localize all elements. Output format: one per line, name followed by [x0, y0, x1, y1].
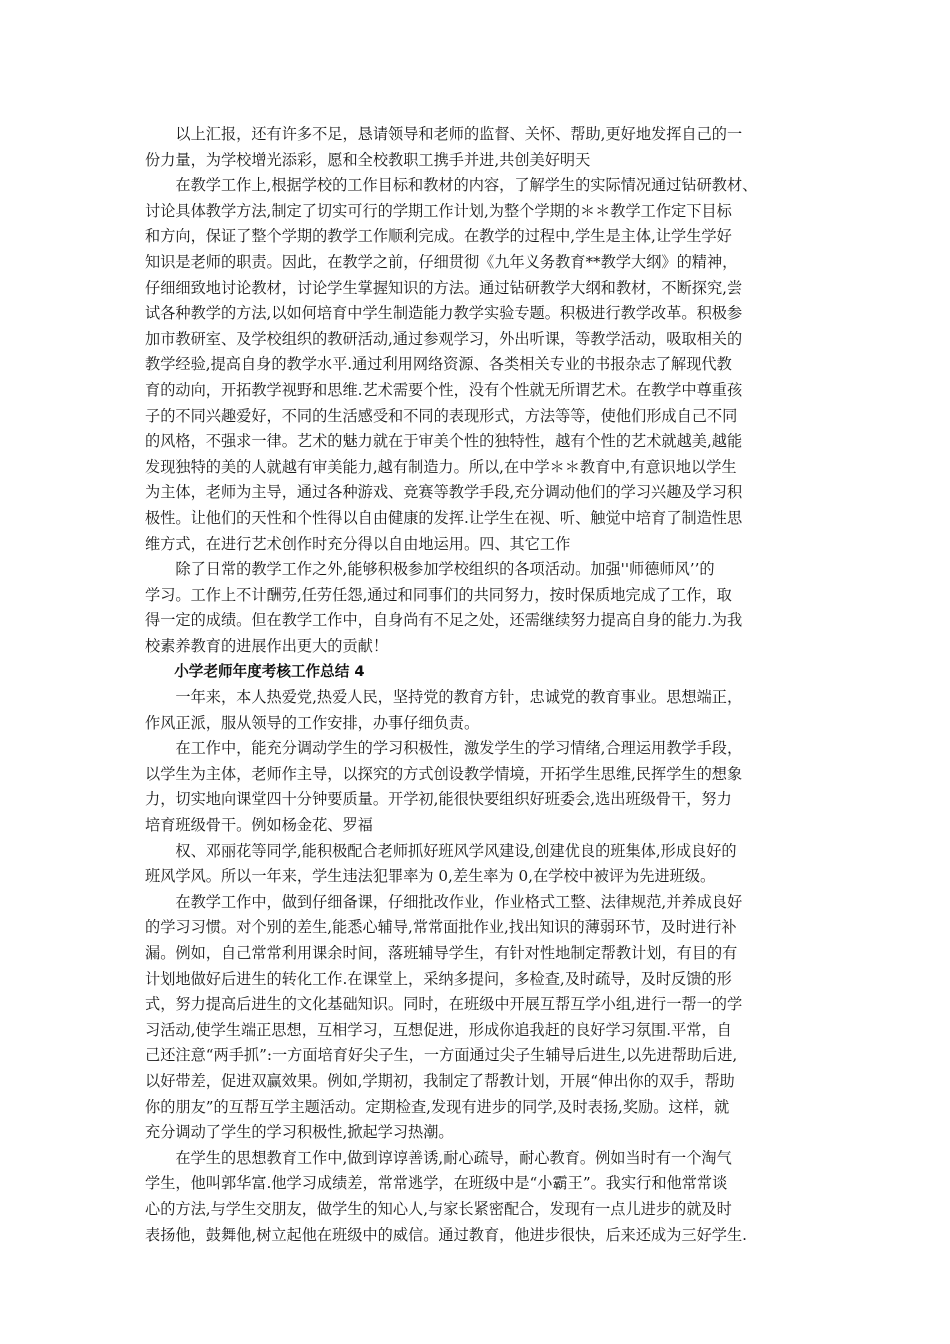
text-line: 的风格，不强求一律。艺术的魅力就在于审美个性的独特性，越有个性的艺术就越美,越能: [145, 432, 743, 451]
text-line: 在学生的思想教育工作中,做到谆谆善诱,耐心疏导，耐心教育。例如当时有一个淘气: [175, 1148, 732, 1167]
paragraph-lesson-prep: [145, 890, 815, 1146]
text-line: 发现独特的美的人就越有审美能力,越有制造力。所以,在中学＊＊教育中,有意识地以学生: [145, 457, 737, 476]
section-heading: 小学老师年度考核工作总结 4: [174, 663, 365, 681]
text-line: 以学生为主体，老师作主导，以探究的方式创设教学情境，开拓学生思维,民挥学生的想象: [145, 764, 743, 783]
text-line: 讨论具体教学方法,制定了切实可行的学期工作计划,为整个学期的＊＊教学工作定下目标: [145, 201, 732, 220]
text-line: 计划地做好后进生的转化工作.在课堂上，采纳多提问，多检查,及时疏导，及时反馈的形: [145, 969, 732, 988]
text-line: 在教学工作上,根据学校的工作目标和教材的内容，了解学生的实际情况通过钻研教材、: [175, 176, 758, 195]
text-line: 以上汇报，还有许多不足，恳请领导和老师的监督、关怀、帮助,更好地发挥自己的一: [175, 125, 743, 143]
text-line: 仔细细致地讨论教材，讨论学生掌握知识的方法。通过钻研教学大纲和教材，不断探究,尝: [145, 278, 743, 297]
text-line: 学习。工作上不计酬劳,任劳任怨,通过和同事们的共同努力，按时保质地完成了工作，取: [145, 585, 732, 604]
text-line: 除了日常的教学工作之外,能够积极参加学校组织的各项活动。加强''师德师风’’的: [175, 560, 715, 579]
text-line: 得一定的成绩。但在教学工作中，自身尚有不足之处，还需继续努力提高自身的能力.为我: [145, 611, 743, 630]
text-line: 以好带差，促进双赢效果。例如,学期初，我制定了帮教计划，开展“伸出你的双手，帮助: [145, 1071, 735, 1090]
text-line: 充分调动了学生的学习积极性,掀起学习热潮。: [145, 1123, 454, 1142]
text-line: 加市教研室、及学校组织的教研活动,通过参观学习，外出听课，等教学活动，吸取相关的: [145, 329, 743, 348]
text-line: 育的动向，开拓教学视野和思维.艺术需要个性，没有个性就无所谓艺术。在教学中尊重孩: [145, 380, 743, 399]
text-line: 表扬他，鼓舞他,树立起他在班级中的威信。通过教育，他进步很快，后来还成为三好学生.: [145, 1225, 747, 1244]
text-line: 漏。例如，自己常常利用课余时间，落班辅导学生，有针对性地制定帮教计划，有目的有: [145, 944, 738, 962]
text-line: 子的不同兴趣爱好，不同的生活感受和不同的表现形式，方法等等，使他们形成自己不同: [145, 406, 738, 425]
document-page: [145, 122, 815, 1248]
paragraph-conclusion: [145, 122, 815, 173]
text-line: 和方向，保证了整个学期的教学工作顺利完成。在教学的过程中,学生是主体,让学生学好: [145, 227, 732, 246]
text-line: 试各种教学的方法,以如何培育中学生制造能力教学实验专题。积极进行教学改革。积极参: [145, 304, 743, 323]
text-line: 知识是老师的职责。因此，在教学之前，仔细贯彻《九年义务教育**教学大纲》的精神，: [145, 252, 738, 271]
text-line: 心的方法,与学生交朋友，做学生的知心人,与家长紧密配合，发现有一点儿进步的就及时: [145, 1199, 732, 1218]
text-line: 习活动,使学生端正思想，互相学习，互想促进，形成你追我赶的良好学习氛围.平常，自: [145, 1020, 732, 1039]
paragraph-class-building: [145, 839, 815, 890]
text-line: 为主体，老师为主导，通过各种游戏、竞赛等教学手段,充分调动他们的学习兴趣及学习积: [145, 483, 743, 502]
text-line: 教学经验,提高自身的教学水平.通过利用网络资源、各类相关专业的书报杂志了解现代教: [145, 355, 732, 374]
paragraph-intro: [145, 685, 815, 736]
text-line: 作风正派，服从领导的工作安排，办事仔细负责。: [145, 713, 480, 732]
text-line: 己还注意“两手抓”:一方面培育好尖子生，一方面通过尖子生辅导后进生,以先进帮助后进,: [145, 1046, 738, 1065]
text-line: 的学习习惯。对个别的差生,能悉心辅导,常常面批作业,找出知识的薄弱环节，及时进行补: [145, 918, 737, 937]
text-line: 权、邓丽花等同学,能积极配合老师抓好班风学风建设,创建优良的班集体,形成良好的: [175, 841, 737, 860]
paragraph-other-work: [145, 557, 815, 659]
text-line: 力，切实地向课堂四十分钟要质量。开学初,能很快要组织好班委会,选出班级骨干，努力: [145, 790, 732, 809]
text-line: 极性。让他们的天性和个性得以自由健康的发挥.让学生在视、听、触觉中培育了制造性思: [145, 508, 743, 527]
paragraph-teaching-work: [145, 173, 815, 557]
text-line: 在工作中，能充分调动学生的学习积极性，激发学生的学习情绪,合理运用教学手段，: [175, 739, 743, 758]
text-line: 一年来，本人热爱党,热爱人民，坚持党的教育方针，忠诚党的教育事业。思想端正，: [175, 688, 743, 707]
text-line: 份力量，为学校增光添彩，愿和全校教职工携手并进,共创美好明天: [145, 150, 591, 169]
text-line: 培育班级骨干。例如杨金花、罗福: [145, 816, 373, 835]
paragraph-moral-education: [145, 1146, 815, 1248]
text-line: 校素养教育的进展作出更大的贡献！: [145, 636, 388, 655]
text-line: 你的朋友”的互帮互学主题活动。定期检查,发现有进步的同学,及时表扬,奖励。这样，就: [145, 1097, 730, 1116]
text-line: 班风学风。所以一年来，学生违法犯罪率为 0,差生率为 0,在学校中被评为先进班级。: [145, 867, 716, 886]
text-line: 维方式，在进行艺术创作时充分得以自由地运用。四、其它工作: [145, 534, 571, 553]
paragraph-work-motivation: [145, 736, 815, 838]
text-line: 学生，他叫郭华富.他学习成绩差，常常逃学，在班级中是“小霸王”。我实行和他常常谈: [145, 1174, 728, 1193]
text-line: 在教学工作中，做到仔细备课，仔细批改作业，作业格式工整、法律规范,并养成良好: [175, 892, 743, 911]
text-line: 式，努力提高后进生的文化基础知识。同时，在班级中开展互帮互学小组,进行一帮一的学: [145, 995, 743, 1014]
